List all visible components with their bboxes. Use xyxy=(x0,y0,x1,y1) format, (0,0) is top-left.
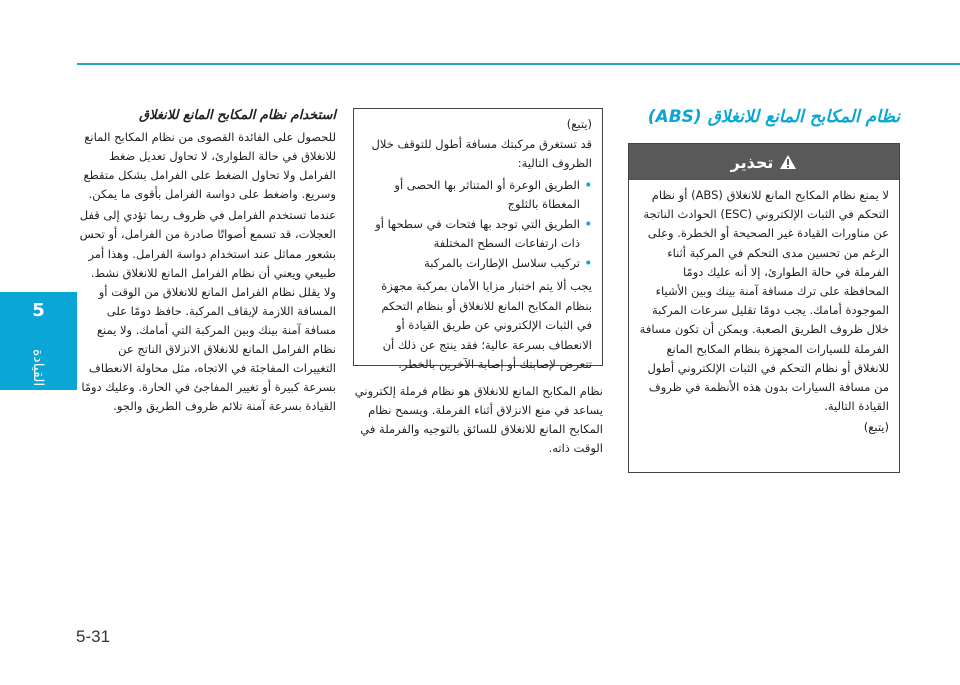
note-intro: قد تستغرق مركبتك مسافة أطول للتوقف خلال الظروف التالية: xyxy=(371,136,592,170)
chapter-number: 5 xyxy=(32,300,45,321)
section-title: نظام المكابح المانع للانغلاق (ABS) xyxy=(647,107,900,127)
warning-continuation-box xyxy=(353,108,603,371)
warning-continued: (يتبع) xyxy=(863,420,889,435)
chapter-title: القيادة xyxy=(30,348,46,386)
body-text xyxy=(78,128,336,418)
page-number: 5-31 xyxy=(76,627,111,646)
paragraph: عندما تستخدم الفرامل في ظروف ربما تؤدي إلى قفل العجلات، قد تسمع أصواتًا صادرة من الفرامل، أو تحس بشعور مماثل عند استخدام دواسة الفرامل. وهذا أمر طبيعي ويعني أن نظام الفرامل المانع للانغلاق نشط. ولا يقلل نظام الفرامل المانع للانغلاق من الوقت أو المسافة اللازمة لإيقاف المركبة. حافظ دومًا على مسافة آمنة بينك وبين المركبة التي أمامك. ولا يمنع نظام الفرامل المانع للانغلاق الانزلاق الناتج عن التغييرات المفاجئة في الاتجاه، مثل محاولة الانعطاف بسرعة كبيرة أو تغيير المفاجئ في الحارة. وعليك دومًا القيادة بسرعة آمنة تلائم ظروف الطريق والجو. xyxy=(79,208,336,414)
list-item: • الطريق الوعرة أو المتناثر بها الحصى أو المغطاة بالثلوج xyxy=(364,176,592,215)
header-rule xyxy=(77,63,960,65)
warning-header xyxy=(629,144,899,180)
warning-triangle-icon xyxy=(779,154,797,170)
abs-description: نظام المكابح المانع للانغلاق هو نظام فرملة إلكتروني يساعد في منع الانزلاق أثناء الفرملة. ويسمح نظام المكابح المانع للانغلاق للسائق بالتوجيه والفرملة في الوقت ذاته. xyxy=(354,384,603,455)
warning-label: تحذير xyxy=(730,152,774,172)
subsection-title: استخدام نظام المكابح المانع للانغلاق xyxy=(139,108,336,123)
list-item: • الطريق التي توجد بها فتحات في سطحها أو ذات ارتفاعات السطح المختلفة xyxy=(364,215,592,254)
warning-body: لا يمنع نظام المكابح المانع للانغلاق (ABS) أو نظام التحكم في الثبات الإلكتروني (ESC) الحوادث الناتجة عن مناورات القيادة غير الصحيحة أو الخطرة. وعلى الرغم من تحسين مدى التحكم في المركبة أثناء الفرملة في حالة الطوارئ، إلا أنه عليك دومًا المحافظة على ترك مسافة آمنة بينك وبين الأشياء الموجودة أمامك. يجب دومًا تقليل سرعات المركبة خلال ظروف الطريق الصعبة. ويمكن أن تكون مسافة الفرملة للسيارات المجهزة بنظام المكابح المانع للانغلاق أو نظام التحكم في الثبات الإلكتروني أطول من مسافة السيارات بدون هذه الأنظمة في ظروف القيادة التالية. xyxy=(639,188,889,414)
list-item: • تركيب سلاسل الإطارات بالمركبة xyxy=(364,254,592,274)
warning-box xyxy=(628,143,900,473)
note-bullet-list xyxy=(364,176,592,274)
paragraph: للحصول على الفائدة القصوى من نظام المكابح المانع للانغلاق في حالة الطوارئ، لا تحاول تعديل ضغط الفرامل ولا تحاول الضغط على الفرامل بشكل متقطع وسريع. واضغط على دواسة الفرامل بأقوى ما يمكن. xyxy=(83,130,336,202)
note-closing: يجب ألا يتم اختبار مزايا الأمان بمركبة مجهزة بنظام المكابح المانع للانغلاق أو بنظام التحكم في الثبات الإلكتروني عن طريق القيادة أو الانعطاف بسرعة عالية؛ فقد ينتج عن ذلك أن تتعرض لإصابتك أو إصابة الآخرين بالخطر. xyxy=(381,279,592,371)
continued-top: (يتبع) xyxy=(566,117,592,131)
